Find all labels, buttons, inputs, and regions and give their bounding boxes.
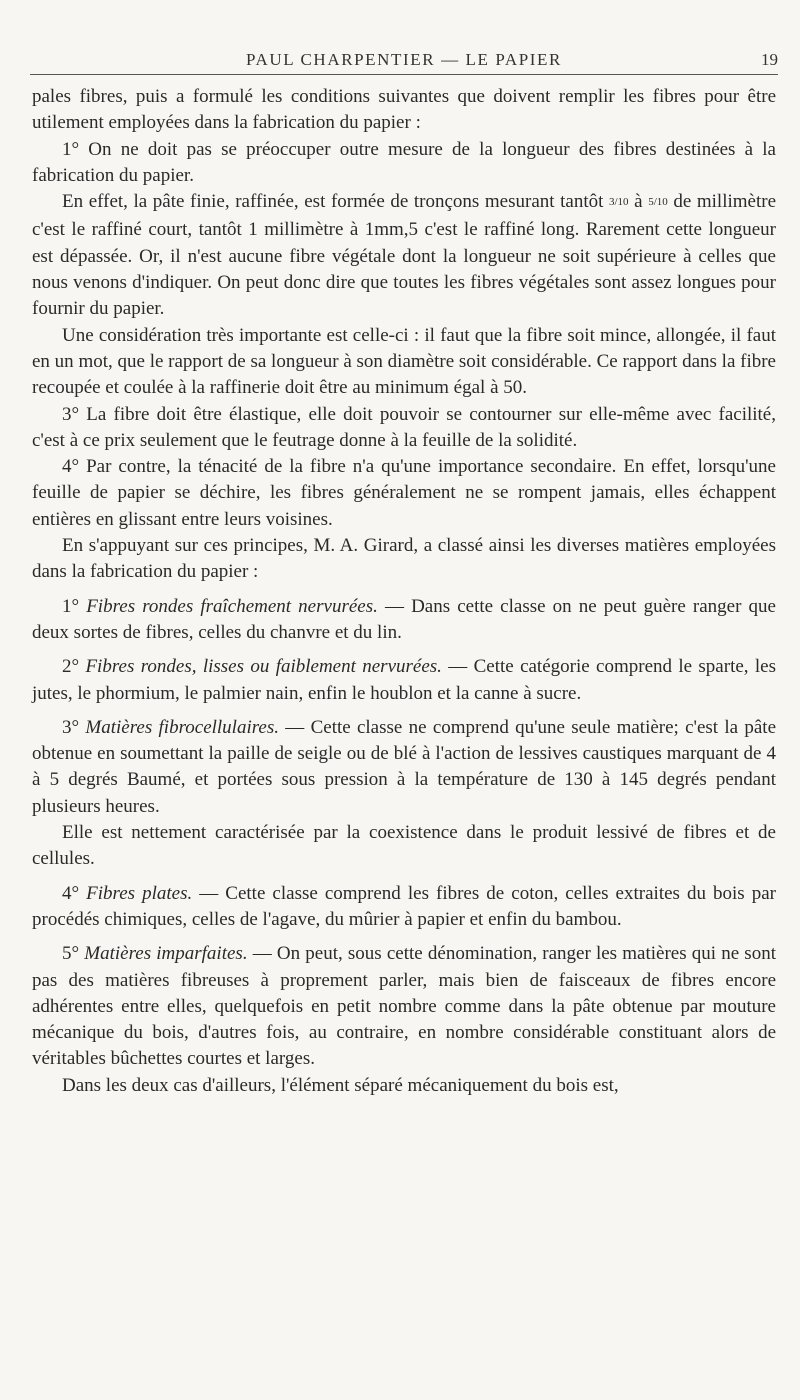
fraction-five-tenths: 5/10 [648, 196, 668, 209]
class-title: Fibres plates. [86, 882, 193, 904]
paragraph-fiber-length [32, 189, 776, 322]
running-title: PAUL CHARPENTIER — LE PAPIER [246, 50, 562, 69]
class-title: Matières imparfaites. [84, 943, 248, 965]
text-segment: de millimètre c'est le raffiné court, tantôt 1 millimètre à 1mm,5 c'est le raffiné long. Rarement cette longueur est dépassée. Or, il n'est aucune fibre végétale dont la longueur ne soit supérieure à celles que nous venons d'indiquer. On peut donc dire que toutes les fibres végétales sont assez longues pour fournir du papier. [32, 191, 777, 320]
class-title: Fibres rondes, lisses ou faiblement nervurées. [85, 656, 442, 678]
class-2-paragraph [32, 654, 776, 707]
class-1-paragraph [32, 594, 776, 647]
class-3-paragraph [32, 715, 776, 820]
running-head [30, 46, 778, 75]
paragraph-class-3-note: Elle est nettement caractérisée par la coexistence dans le produit lessivé de fibres et de cellules. [32, 822, 776, 870]
class-title: Matières fibrocellulaires. [85, 716, 280, 738]
class-description: — Dans cette classe on ne peut guère ranger que deux sortes de fibres, celles du chanvre et du lin. [32, 595, 776, 643]
class-description: — Cette classe ne comprend qu'une seule matière; c'est la pâte obtenue en soumettant la paille de seigle ou de blé à l'action de lessives caustiques marquant de 4 à 5 degrés Baumé, et portées sous pression à la température de 130 à 145 degrés pendant plusieurs heures. [32, 716, 777, 817]
paragraph-final: Dans les deux cas d'ailleurs, l'élément séparé mécaniquement du bois est, [62, 1074, 619, 1096]
class-number: 1° [62, 595, 87, 617]
page-number: 19 [761, 50, 778, 69]
class-number: 5° [62, 943, 85, 965]
class-description: — Cette classe comprend les fibres de coton, celles extraites du bois par procédés chimiques, celles de l'agave, du mûrier à papier et enfin du bambou. [32, 882, 776, 930]
class-number: 3° [62, 716, 86, 738]
paragraph-condition-3: 3° La fibre doit être élastique, elle doit pouvoir se contourner sur elle-même avec facilité, c'est à ce prix seulement que le feutrage donne à la feuille de la solidité. [32, 403, 776, 451]
class-5-paragraph [32, 941, 776, 1072]
class-4-paragraph [32, 881, 776, 934]
paragraph-condition-1: 1° On ne doit pas se préoccuper outre mesure de la longueur des fibres destinées à la fabrication du papier. [32, 138, 776, 186]
class-number: 2° [62, 656, 86, 678]
class-description: — Cette catégorie comprend le sparte, les jutes, le phormium, le palmier nain, enfin le houblon et la canne à sucre. [32, 656, 776, 704]
paragraph-girard: En s'appuyant sur ces principes, M. A. Girard, a classé ainsi les diverses matières employées dans la fabrication du papier : [32, 535, 776, 583]
fraction-three-tenths: 3/10 [609, 196, 629, 209]
paragraph-continuation: pales fibres, puis a formulé les conditions suivantes que doivent remplir les fibres pour être utilement employées dans la fabrication du papier : [32, 86, 776, 134]
paragraph-consideration: Une considération très importante est celle-ci : il faut que la fibre soit mince, allongée, il faut en un mot, que le rapport de sa longueur à son diamètre soit considérable. Ce rapport dans la fibre recoupée et coulée à la raffinerie doit être au minimum égal à 50. [32, 324, 776, 399]
class-description: — On peut, sous cette dénomination, ranger les matières qui ne sont pas des matières fibreuses à proprement parler, mais bien de faisceaux de fibres encore adhérentes entre elles, quelquefois en petit nombre comme dans la pâte obtenue par mouture mécanique du bois, d'autres fois, au contraire, en nombre considérable constituant alors de véritables bûchettes courtes et larges. [32, 943, 776, 1070]
text-segment: En effet, la pâte finie, raffinée, est formée de tronçons mesurant tantôt [62, 191, 609, 213]
class-number: 4° [62, 882, 87, 904]
class-title: Fibres rondes fraîchement nervurées. [86, 595, 378, 617]
text-segment: à [628, 191, 649, 213]
paragraph-condition-4: 4° Par contre, la ténacité de la fibre n'a qu'une importance secondaire. En effet, lorsqu'une feuille de papier se déchire, les fibres généralement ne se rompent jamais, elles échappent entières en glissant entre leurs voisines. [32, 456, 776, 530]
body-text [32, 84, 776, 1099]
